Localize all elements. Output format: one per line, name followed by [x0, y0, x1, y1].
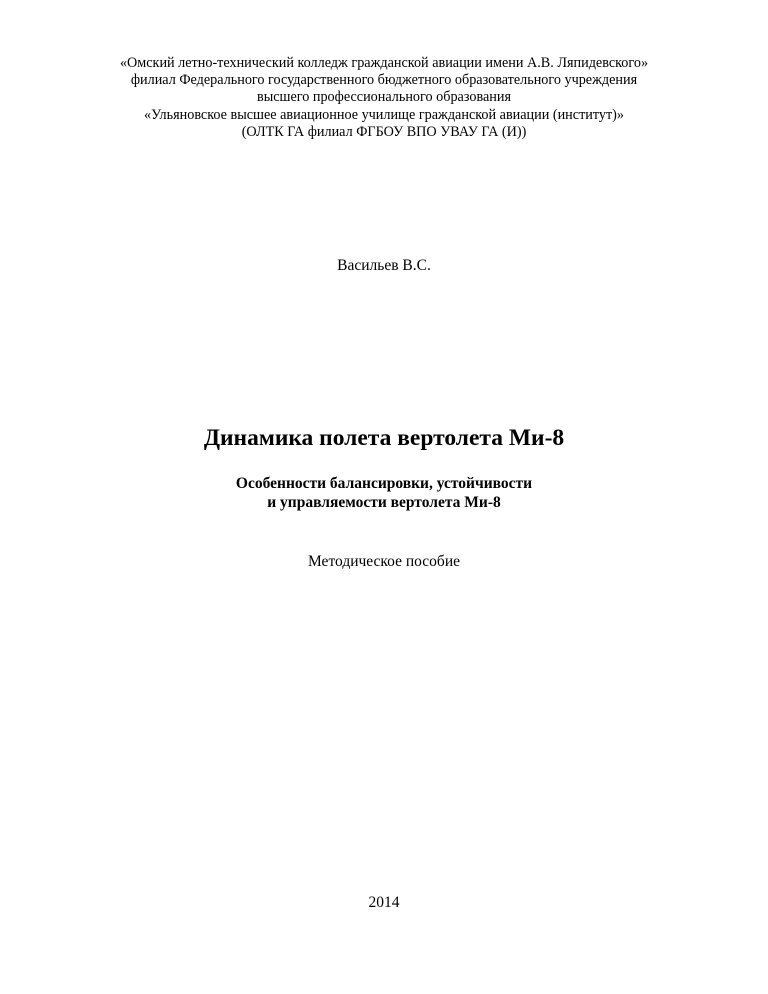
- author-name: Васильев В.С.: [337, 257, 431, 274]
- publication-year: 2014: [368, 894, 400, 911]
- document-title: Динамика полета вертолета Ми-8: [203, 425, 565, 451]
- institution-header: [0, 55, 768, 141]
- document-type: Методическое пособие: [307, 553, 460, 570]
- institution-header-line-4: «Ульяновское высшее авиационное училище гражданской авиации (институт)»: [144, 106, 624, 123]
- institution-header-line-5: (ОЛТК ГА филиал ФГБОУ ВПО УВАУ ГА (И)): [241, 123, 527, 140]
- document-subtitle-line-2: и управляемости вертолета Ми-8: [267, 494, 501, 511]
- institution-header-line-2: филиал Федерального государственного бюджетного образовательного учреждения: [130, 72, 638, 89]
- document-subtitle-line-1: Особенности балансировки, устойчивости: [235, 475, 533, 492]
- institution-header-line-3: высшего профессионального образования: [257, 89, 511, 106]
- document-subtitle: [0, 474, 768, 512]
- institution-header-line-1: «Омский летно-технический колледж гражданской авиации имени А.В. Ляпидевского»: [119, 55, 649, 71]
